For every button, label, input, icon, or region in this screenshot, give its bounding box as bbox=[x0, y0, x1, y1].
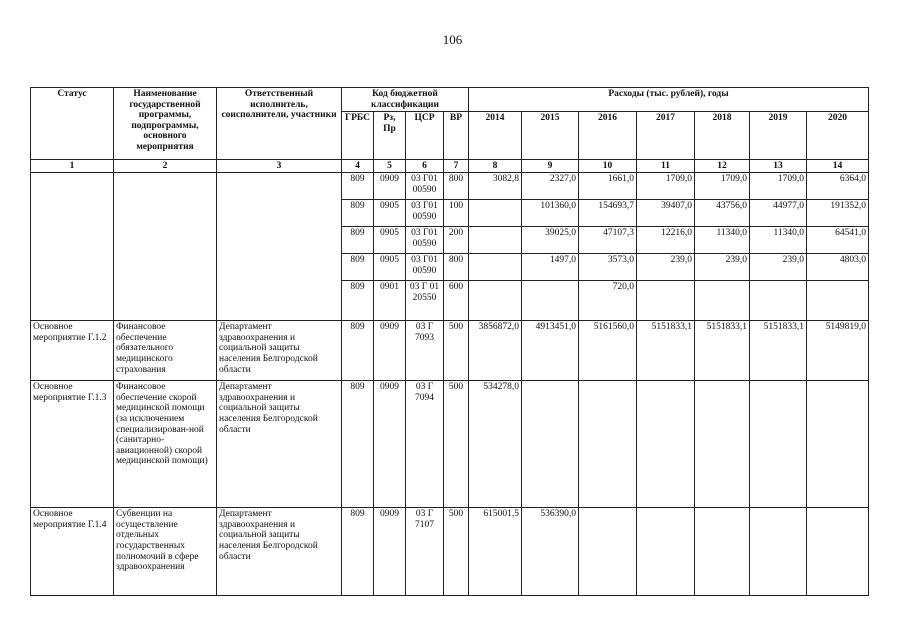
amount-cell: 4803,0 bbox=[807, 254, 869, 281]
csr-cell: 03 Г01 00590 bbox=[406, 173, 444, 200]
amount-cell bbox=[750, 281, 807, 321]
grbs-cell: 809 bbox=[342, 254, 374, 281]
vr-cell: 800 bbox=[444, 173, 469, 200]
header-executor: Ответственный исполнитель, соисполнители, участники bbox=[217, 88, 342, 160]
empty-executor-cell bbox=[217, 173, 342, 321]
grbs-cell: 809 bbox=[342, 508, 374, 596]
csr-cell: 03 Г01 00590 bbox=[406, 254, 444, 281]
rzpr-cell: 0909 bbox=[374, 321, 406, 381]
rzpr-cell: 0909 bbox=[374, 381, 406, 508]
amount-cell: 534278,0 bbox=[469, 381, 522, 508]
amount-cell bbox=[469, 227, 522, 254]
rzpr-cell: 0901 bbox=[374, 281, 406, 321]
status-cell: Основное мероприятие Г.1.3 bbox=[31, 381, 114, 508]
amount-cell: 239,0 bbox=[695, 254, 750, 281]
csr-cell: 03 Г 01 20550 bbox=[406, 281, 444, 321]
grbs-cell: 809 bbox=[342, 227, 374, 254]
amount-cell: 536390,0 bbox=[522, 508, 579, 596]
amount-cell: 12216,0 bbox=[637, 227, 695, 254]
grbs-cell: 809 bbox=[342, 173, 374, 200]
amount-cell: 64541,0 bbox=[807, 227, 869, 254]
header-year: 2017 bbox=[637, 112, 695, 160]
column-number-row bbox=[31, 160, 869, 173]
column-number: 14 bbox=[807, 160, 869, 173]
amount-cell: 720,0 bbox=[579, 281, 637, 321]
grbs-cell: 809 bbox=[342, 321, 374, 381]
amount-cell: 3573,0 bbox=[579, 254, 637, 281]
amount-cell bbox=[807, 281, 869, 321]
rzpr-cell: 0909 bbox=[374, 173, 406, 200]
vr-cell: 200 bbox=[444, 227, 469, 254]
header-year: 2018 bbox=[695, 112, 750, 160]
amount-cell: 239,0 bbox=[637, 254, 695, 281]
empty-name-cell bbox=[114, 173, 217, 321]
amount-cell bbox=[637, 281, 695, 321]
column-number: 6 bbox=[406, 160, 444, 173]
amount-cell: 44977,0 bbox=[750, 200, 807, 227]
amount-cell: 1661,0 bbox=[579, 173, 637, 200]
csr-cell: 03 Г 7107 bbox=[406, 508, 444, 596]
rzpr-cell: 0909 bbox=[374, 508, 406, 596]
amount-cell: 47107,3 bbox=[579, 227, 637, 254]
activity-row bbox=[31, 508, 869, 596]
header-year: 2016 bbox=[579, 112, 637, 160]
vr-cell: 600 bbox=[444, 281, 469, 321]
amount-cell bbox=[469, 281, 522, 321]
amount-cell: 6364,0 bbox=[807, 173, 869, 200]
rzpr-cell: 0905 bbox=[374, 254, 406, 281]
name-cell: Финансовое обеспечение скорой медицинской помощи (за исключением специализирован-ной (санитарно-авиационной) скорой медицинской помощи) bbox=[114, 381, 217, 508]
amount-cell: 5149819,0 bbox=[807, 321, 869, 381]
header-year: 2019 bbox=[750, 112, 807, 160]
empty-status-cell bbox=[31, 173, 114, 321]
status-cell: Основное мероприятие Г.1.2 bbox=[31, 321, 114, 381]
vr-cell: 800 bbox=[444, 254, 469, 281]
budget-table bbox=[30, 87, 869, 596]
header-year: 2015 bbox=[522, 112, 579, 160]
header-status: Статус bbox=[31, 88, 114, 160]
grbs-cell: 809 bbox=[342, 381, 374, 508]
column-number: 7 bbox=[444, 160, 469, 173]
activity-row bbox=[31, 321, 869, 381]
amount-cell bbox=[750, 508, 807, 596]
amount-cell bbox=[695, 381, 750, 508]
amount-cell bbox=[579, 381, 637, 508]
amount-cell: 1709,0 bbox=[695, 173, 750, 200]
amount-cell: 4913451,0 bbox=[522, 321, 579, 381]
amount-cell bbox=[750, 381, 807, 508]
executor-cell: Департамент здравоохранения и социальной защиты населения Белгородской области bbox=[217, 381, 342, 508]
amount-cell: 39407,0 bbox=[637, 200, 695, 227]
rzpr-cell: 0905 bbox=[374, 227, 406, 254]
vr-cell: 500 bbox=[444, 381, 469, 508]
column-number: 4 bbox=[342, 160, 374, 173]
amount-cell bbox=[637, 508, 695, 596]
table-row bbox=[31, 173, 869, 200]
amount-cell: 191352,0 bbox=[807, 200, 869, 227]
amount-cell: 43756,0 bbox=[695, 200, 750, 227]
header-expenses: Расходы (тыс. рублей), годы bbox=[469, 88, 869, 112]
amount-cell: 39025,0 bbox=[522, 227, 579, 254]
csr-cell: 03 Г 7093 bbox=[406, 321, 444, 381]
header-csr: ЦСР bbox=[406, 112, 444, 160]
vr-cell: 500 bbox=[444, 321, 469, 381]
amount-cell bbox=[695, 508, 750, 596]
header-budget-code: Код бюджетной классификации bbox=[342, 88, 469, 112]
header-rzpr: Рз, Пр bbox=[374, 112, 406, 160]
header-year: 2020 bbox=[807, 112, 869, 160]
column-number: 1 bbox=[31, 160, 114, 173]
amount-cell bbox=[695, 281, 750, 321]
header-program-name: Наименование государственной программы, подпрограммы, основного мероприятия bbox=[114, 88, 217, 160]
amount-cell: 2327,0 bbox=[522, 173, 579, 200]
amount-cell: 1497,0 bbox=[522, 254, 579, 281]
rzpr-cell: 0905 bbox=[374, 200, 406, 227]
header-grbs: ГРБС bbox=[342, 112, 374, 160]
column-number: 11 bbox=[637, 160, 695, 173]
amount-cell: 11340,0 bbox=[695, 227, 750, 254]
amount-cell: 5151833,1 bbox=[750, 321, 807, 381]
column-number: 8 bbox=[469, 160, 522, 173]
amount-cell bbox=[637, 381, 695, 508]
amount-cell bbox=[807, 381, 869, 508]
executor-cell: Департамент здравоохранения и социальной защиты населения Белгородской области bbox=[217, 508, 342, 596]
name-cell: Финансовое обеспечение обязательного медицинского страхования bbox=[114, 321, 217, 381]
executor-cell: Департамент здравоохранения и социальной защиты населения Белгородской области bbox=[217, 321, 342, 381]
amount-cell: 1709,0 bbox=[637, 173, 695, 200]
grbs-cell: 809 bbox=[342, 200, 374, 227]
column-number: 13 bbox=[750, 160, 807, 173]
header-vr: ВР bbox=[444, 112, 469, 160]
column-number: 12 bbox=[695, 160, 750, 173]
amount-cell bbox=[469, 200, 522, 227]
column-number: 10 bbox=[579, 160, 637, 173]
amount-cell bbox=[579, 508, 637, 596]
name-cell: Субвенции на осуществление отдельных государственных полномочий в сфере здравоохранения bbox=[114, 508, 217, 596]
csr-cell: 03 Г01 00590 bbox=[406, 227, 444, 254]
column-number: 9 bbox=[522, 160, 579, 173]
activity-row bbox=[31, 381, 869, 508]
amount-cell: 5161560,0 bbox=[579, 321, 637, 381]
amount-cell bbox=[522, 281, 579, 321]
vr-cell: 100 bbox=[444, 200, 469, 227]
csr-cell: 03 Г 7094 bbox=[406, 381, 444, 508]
amount-cell: 101360,0 bbox=[522, 200, 579, 227]
csr-cell: 03 Г01 00590 bbox=[406, 200, 444, 227]
amount-cell: 3856872,0 bbox=[469, 321, 522, 381]
amount-cell bbox=[469, 254, 522, 281]
amount-cell bbox=[522, 381, 579, 508]
amount-cell bbox=[807, 508, 869, 596]
amount-cell: 239,0 bbox=[750, 254, 807, 281]
column-number: 2 bbox=[114, 160, 217, 173]
vr-cell: 500 bbox=[444, 508, 469, 596]
amount-cell: 1709,0 bbox=[750, 173, 807, 200]
amount-cell: 5151833,1 bbox=[637, 321, 695, 381]
amount-cell: 154693,7 bbox=[579, 200, 637, 227]
header-year: 2014 bbox=[469, 112, 522, 160]
column-number: 5 bbox=[374, 160, 406, 173]
amount-cell: 3082,8 bbox=[469, 173, 522, 200]
amount-cell: 615001,5 bbox=[469, 508, 522, 596]
grbs-cell: 809 bbox=[342, 281, 374, 321]
status-cell: Основное мероприятие Г.1.4 bbox=[31, 508, 114, 596]
amount-cell: 11340,0 bbox=[750, 227, 807, 254]
page-number: 106 bbox=[442, 32, 463, 47]
column-number: 3 bbox=[217, 160, 342, 173]
amount-cell: 5151833,1 bbox=[695, 321, 750, 381]
